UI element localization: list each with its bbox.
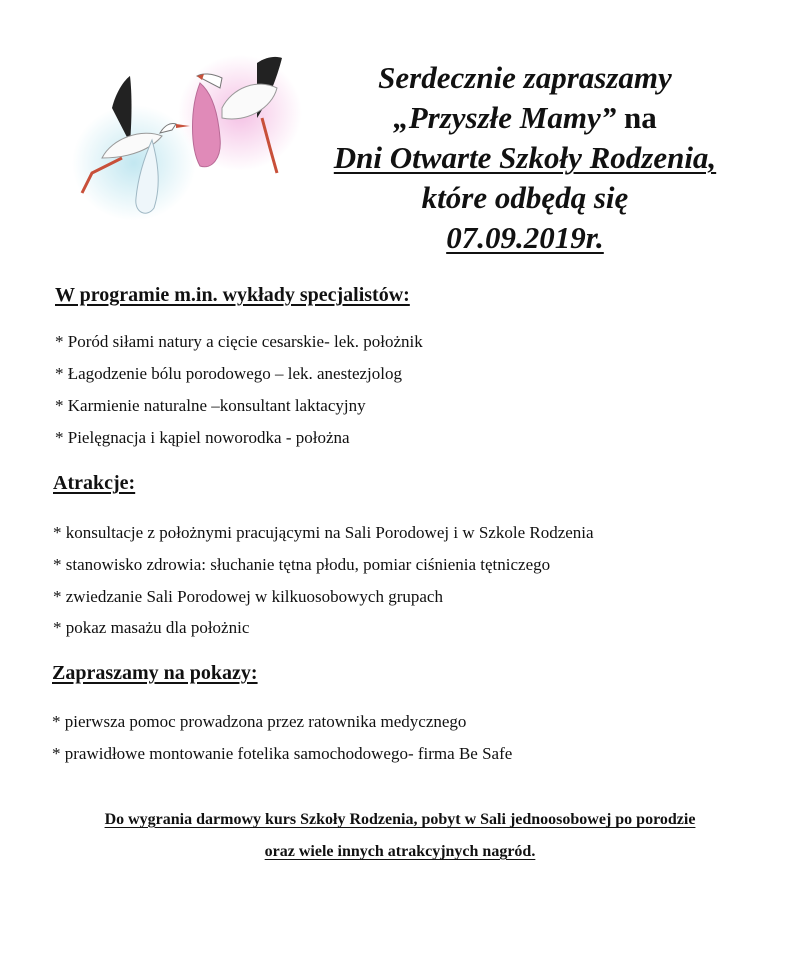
program-item: * Poród siłami natury a cięcie cesarskie- lek. położnik: [55, 332, 423, 351]
audience-name: „Przyszłe Mamy”: [393, 100, 617, 135]
attraction-item: * stanowisko zdrowia: słuchanie tętna płodu, pomiar ciśnienia tętniczego: [53, 555, 551, 574]
show-item: * prawidłowe montowanie fotelika samochodowego- firma Be Safe: [52, 744, 513, 763]
prize-line: oraz wiele innych atrakcyjnych nagród.: [264, 843, 536, 860]
attraction-item: * konsultacje z położnymi pracującymi na Sali Porodowej i w Szkole Rodzenia: [53, 523, 594, 542]
invitation-line: Serdecznie zapraszamy: [378, 60, 672, 95]
prize-line: Do wygrania darmowy kurs Szkoły Rodzenia, pobyt w Sali jednoosobowej po porodzie: [104, 811, 696, 828]
attractions-heading: Atrakcje:: [53, 472, 136, 494]
show-item: * pierwsza pomoc prowadzona przez ratownika medycznego: [52, 712, 467, 731]
stork-pink-icon: [178, 55, 302, 173]
audience-suffix: na: [616, 100, 657, 135]
storks-illustration: [72, 48, 302, 228]
attraction-item: * zwiedzanie Sali Porodowej w kilkuosobowych grupach: [53, 587, 443, 606]
program-item: * Łagodzenie bólu porodowego – lek. anestezjolog: [55, 364, 402, 383]
attraction-item: * pokaz masażu dla położnic: [53, 618, 250, 637]
program-heading: W programie m.in. wykłady specjalistów:: [55, 284, 410, 306]
program-item: * Karmienie naturalne –konsultant laktacyjny: [55, 396, 366, 415]
invitation-header: [300, 58, 750, 258]
event-title: Dni Otwarte Szkoły Rodzenia,: [333, 140, 717, 175]
event-date-intro: które odbędą się: [421, 180, 629, 215]
event-date: 07.09.2019r.: [446, 220, 604, 255]
shows-heading: Zapraszamy na pokazy:: [52, 662, 258, 684]
stork-blue-icon: [72, 76, 196, 221]
audience-line: [300, 98, 750, 138]
program-item: * Pielęgnacja i kąpiel noworodka - położna: [55, 428, 350, 447]
